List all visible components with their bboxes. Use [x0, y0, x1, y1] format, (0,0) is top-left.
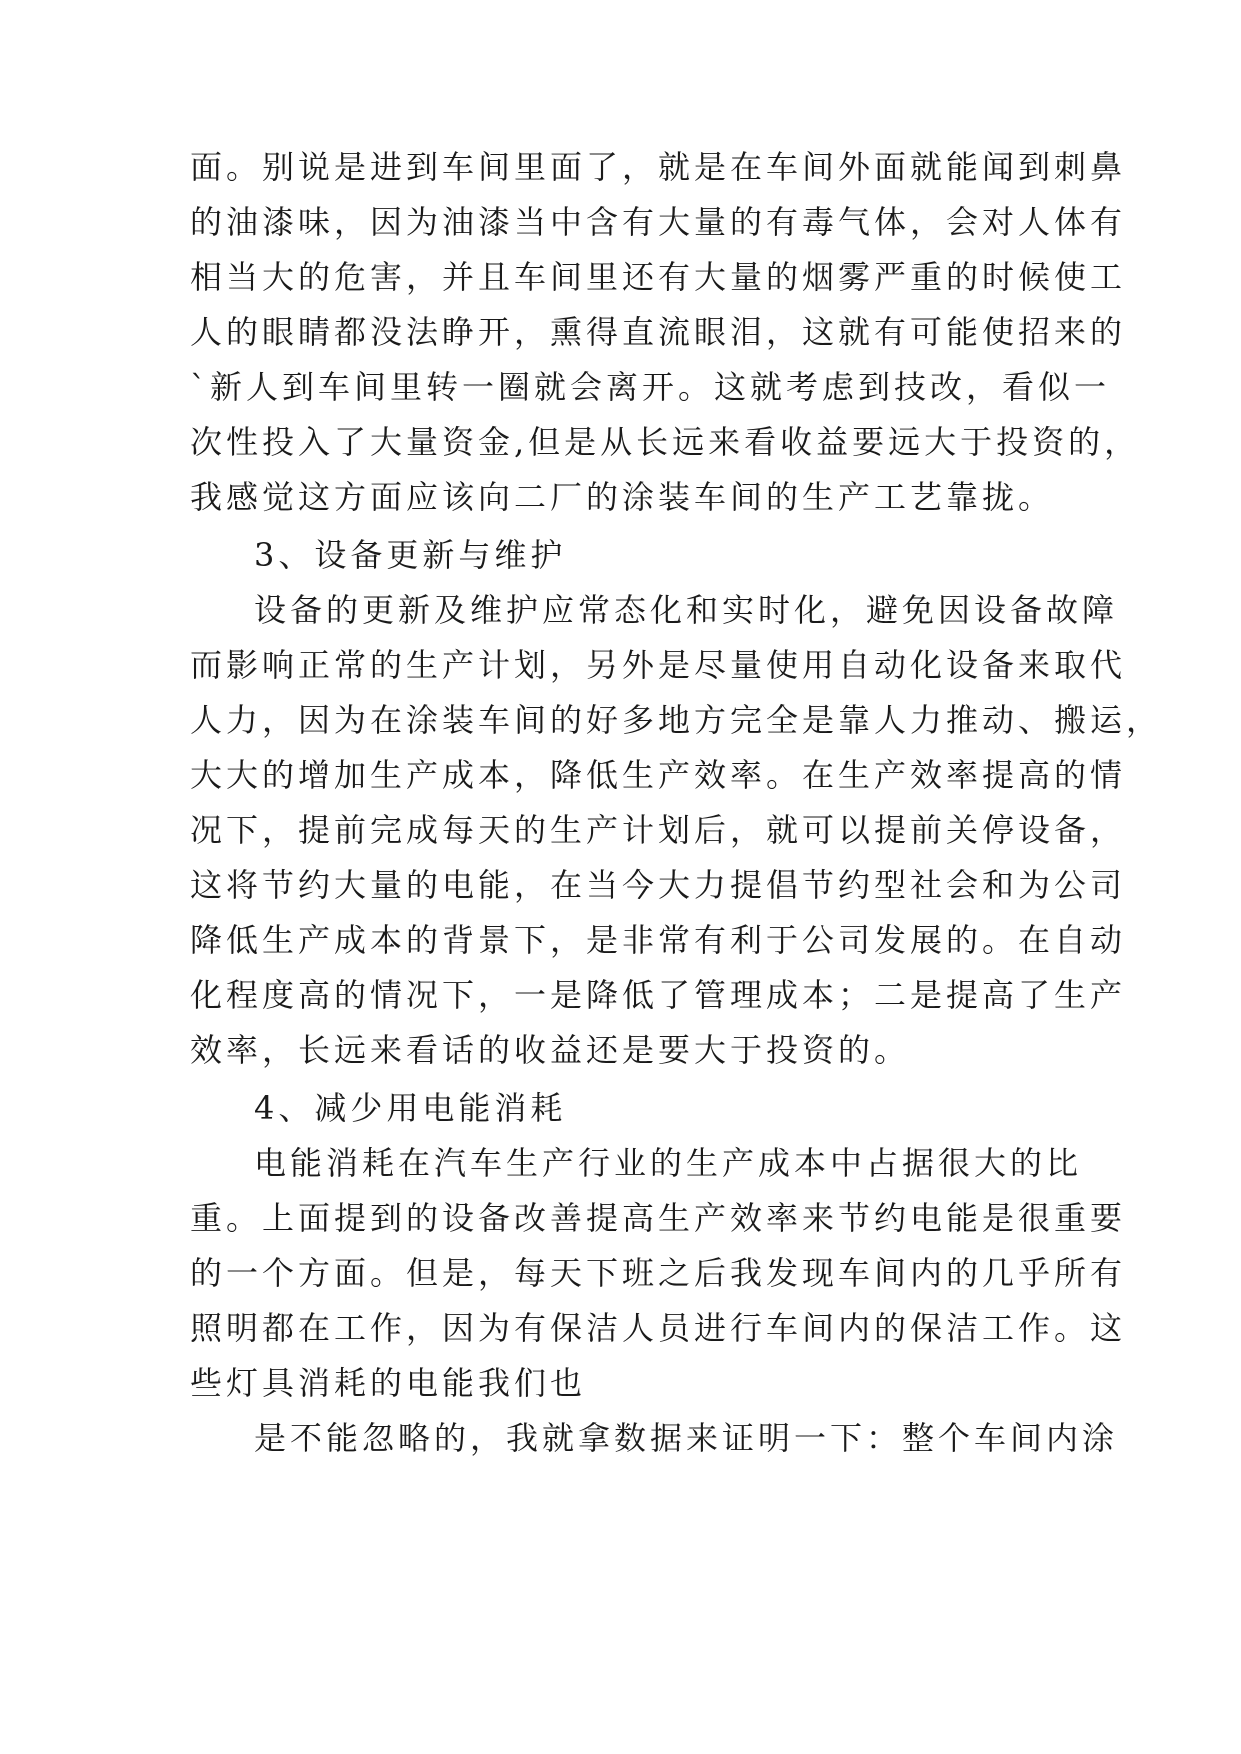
text-line: 化程度高的情况下，一是降低了管理成本；二是提高了生产	[190, 976, 1127, 1014]
text-line: 人力，因为在涂装车间的好多地方完全是靠人力推动、搬运，	[190, 701, 1163, 739]
text-line: 这将节约大量的电能，在当今大力提倡节约型社会和为公司	[190, 866, 1127, 904]
text-line: 大大的增加生产成本，降低生产效率。在生产效率提高的情	[190, 756, 1127, 794]
text-line: 况下，提前完成每天的生产计划后，就可以提前关停设备，	[190, 811, 1127, 849]
paragraph-first-line: 是不能忽略的，我就拿数据来证明一下：整个车间内涂	[254, 1419, 1119, 1457]
section-heading: 3、设备更新与维护	[254, 536, 567, 574]
text-line: 的油漆味，因为油漆当中含有大量的有毒气体，会对人体有	[190, 203, 1127, 241]
paragraph-first-line: 电能消耗在汽车生产行业的生产成本中占据很大的比	[254, 1144, 1083, 1182]
text-line: 照明都在工作，因为有保洁人员进行车间内的保洁工作。这	[190, 1309, 1127, 1347]
text-line: 次性投入了大量资金,但是从长远来看收益要远大于投资的，	[190, 423, 1141, 461]
paragraph-first-line: 设备的更新及维护应常态化和实时化，避免因设备故障	[254, 591, 1119, 629]
text-line: 重。上面提到的设备改善提高生产效率来节约电能是很重要	[190, 1199, 1127, 1237]
text-line: 的一个方面。但是，每天下班之后我发现车间内的几乎所有	[190, 1254, 1127, 1292]
text-line: `新人到车间里转一圈就会离开。这就考虑到技改，看似一	[190, 368, 1111, 406]
text-line: 效率，长远来看话的收益还是要大于投资的。	[190, 1031, 911, 1069]
text-line: 降低生产成本的背景下，是非常有利于公司发展的。在自动	[190, 921, 1127, 959]
text-line: 而影响正常的生产计划，另外是尽量使用自动化设备来取代	[190, 646, 1127, 684]
text-line: 我感觉这方面应该向二厂的涂装车间的生产工艺靠拢。	[190, 478, 1055, 516]
text-line: 些灯具消耗的电能我们也	[190, 1364, 587, 1402]
section-heading: 4、减少用电能消耗	[254, 1089, 567, 1127]
text-line: 相当大的危害，并且车间里还有大量的烟雾严重的时候使工	[190, 258, 1127, 296]
text-line: 面。别说是进到车间里面了，就是在车间外面就能闻到刺鼻	[190, 148, 1127, 186]
text-line: 人的眼睛都没法睁开，熏得直流眼泪，这就有可能使招来的	[190, 313, 1127, 351]
